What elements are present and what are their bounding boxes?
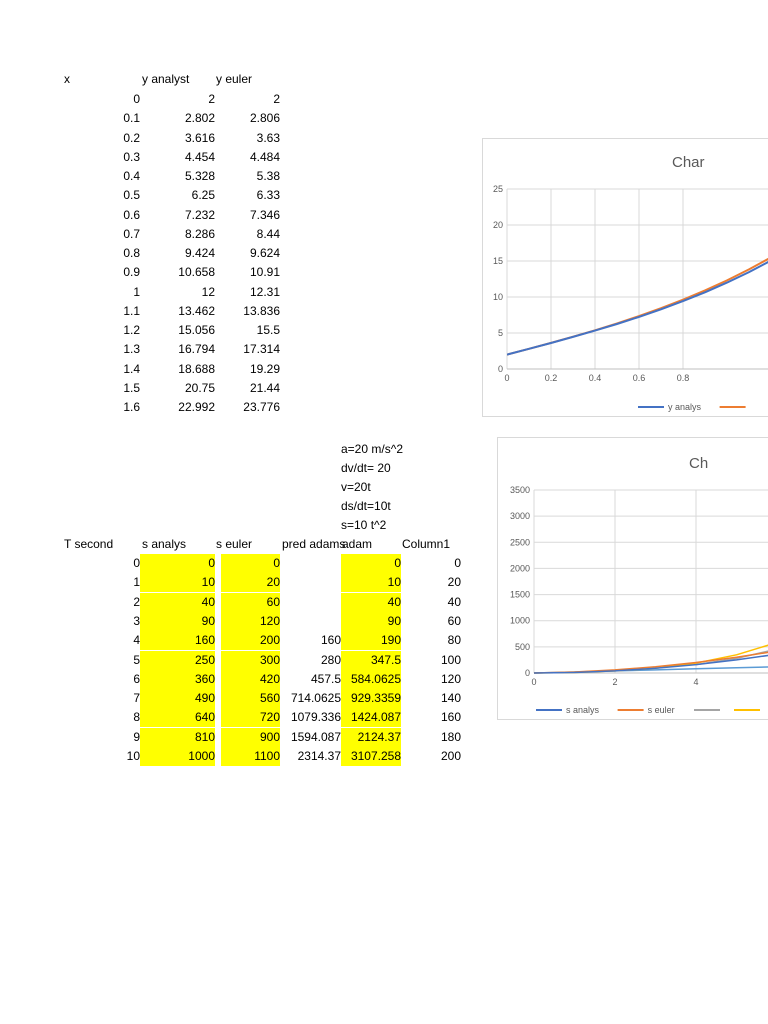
table1-cell[interactable]: 15.5: [256, 323, 280, 337]
table1-cell[interactable]: 6.33: [256, 188, 280, 203]
y-tick-label: 20: [492, 220, 503, 230]
table1-cell[interactable]: 10.91: [249, 265, 280, 280]
series-line: [534, 511, 768, 674]
table1-cell[interactable]: 1.2: [123, 323, 140, 337]
table2-cell[interactable]: 720: [221, 708, 280, 727]
table2-header[interactable]: s analys: [142, 537, 187, 551]
table1-cell[interactable]: 12.31: [249, 284, 280, 299]
table1-cell[interactable]: 1: [133, 284, 140, 299]
table2-cell[interactable]: 7: [133, 691, 140, 706]
table2-cell[interactable]: [280, 554, 341, 573]
table2-cell[interactable]: 200: [440, 749, 461, 763]
table1-cell[interactable]: 12: [201, 284, 215, 299]
legend-label: y analys: [668, 402, 702, 412]
table2-cell[interactable]: 1424.087: [341, 708, 401, 727]
x-tick-label: 0.6: [632, 373, 646, 383]
table2-cell[interactable]: [280, 612, 341, 631]
table1-cell[interactable]: 2.806: [249, 111, 280, 126]
table1-cell[interactable]: 18.688: [178, 361, 215, 376]
table1-cell[interactable]: 0.5: [123, 188, 140, 203]
table1-cell[interactable]: 0.8: [123, 246, 140, 260]
table2-cell[interactable]: 9: [133, 729, 140, 744]
table1-cell[interactable]: 0.1: [123, 111, 140, 126]
table1-cell[interactable]: 13.462: [178, 303, 215, 318]
table2-cell[interactable]: 2124.37: [341, 728, 401, 747]
table2-cell[interactable]: 0: [454, 556, 461, 570]
y-tick-label: 10: [492, 292, 503, 302]
table2-cell[interactable]: 0: [341, 554, 401, 573]
table1-cell[interactable]: 2.802: [184, 111, 215, 126]
table2-cell[interactable]: 360: [140, 670, 215, 689]
table2-cell[interactable]: 347.5: [341, 651, 401, 670]
table1-header[interactable]: y analyst: [142, 72, 190, 86]
table2-cell[interactable]: 4: [133, 633, 140, 648]
series-line: [507, 198, 768, 355]
table1-cell[interactable]: 9.424: [184, 246, 215, 260]
table2-cell[interactable]: 3: [133, 613, 140, 628]
table1-cell[interactable]: 0.4: [123, 169, 140, 183]
table2-cell[interactable]: 0: [140, 554, 215, 573]
table2-cell[interactable]: 20: [447, 575, 461, 590]
table1-cell[interactable]: 9.624: [249, 246, 280, 260]
series-line: [534, 616, 768, 674]
table1-cell[interactable]: 4.454: [184, 149, 215, 164]
table1-cell[interactable]: 0.7: [123, 226, 140, 241]
table1-cell[interactable]: 0.6: [123, 207, 140, 222]
table2-cell[interactable]: 140: [440, 691, 461, 706]
table2-cell[interactable]: 640: [140, 708, 215, 727]
table2-cell[interactable]: 120: [221, 612, 280, 631]
table2-cell[interactable]: 8: [133, 710, 140, 725]
table1-cell[interactable]: 7.232: [184, 207, 215, 222]
y-tick-label: 500: [514, 641, 530, 652]
table1-cell[interactable]: 15.056: [178, 323, 215, 337]
x-tick-label: 0: [504, 373, 510, 383]
table2-header[interactable]: pred adams: [282, 537, 346, 551]
table2-cell[interactable]: 160: [440, 710, 461, 725]
table2-header[interactable]: adam: [342, 537, 373, 551]
table2-cell[interactable]: 40: [341, 593, 401, 612]
x-tick-label: 4: [693, 677, 699, 687]
table2-cell[interactable]: 1: [133, 575, 140, 590]
table2-cell[interactable]: 1100: [221, 747, 280, 766]
table1-cell[interactable]: 23.776: [243, 400, 280, 414]
table2-cell[interactable]: 10: [140, 573, 215, 592]
table1-cell[interactable]: 6.25: [191, 188, 215, 203]
table2-cell[interactable]: 80: [447, 633, 461, 648]
table2-cell[interactable]: 180: [440, 729, 461, 744]
table1-cell[interactable]: 1.4: [123, 361, 140, 376]
table2-cell[interactable]: 810: [140, 728, 215, 747]
table1-cell[interactable]: 1.6: [123, 400, 140, 414]
legend-label: s euler: [647, 705, 675, 715]
table1-cell[interactable]: 1.3: [123, 342, 140, 357]
table1-cell[interactable]: 2: [273, 92, 280, 106]
x-tick-label: 0.8: [676, 373, 690, 383]
table2-cell[interactable]: 6: [133, 671, 140, 686]
table2-cell[interactable]: 250: [140, 651, 215, 670]
formula-note[interactable]: a=20 m/s^2: [341, 442, 403, 456]
table2-cell[interactable]: 120: [440, 671, 461, 686]
table1-cell[interactable]: 20.75: [184, 380, 215, 395]
table1-cell[interactable]: 1.5: [123, 380, 140, 395]
table1-cell[interactable]: 0.3: [123, 149, 140, 164]
table2-cell[interactable]: 20: [221, 573, 280, 592]
table1-cell[interactable]: 8.44: [256, 226, 280, 241]
table2-cell[interactable]: 60: [221, 593, 280, 612]
table1-cell[interactable]: 3.63: [256, 130, 280, 145]
table1-cell[interactable]: 16.794: [178, 342, 215, 357]
formula-note[interactable]: ds/dt=10t: [341, 499, 391, 513]
chart-title: Ch: [689, 455, 709, 472]
x-tick-label: 0.4: [588, 373, 602, 383]
table2-cell[interactable]: 3107.258: [341, 747, 401, 766]
table2-cell[interactable]: 929.3359: [341, 689, 401, 708]
x-tick-label: 0.2: [544, 373, 558, 383]
y-tick-label: 0: [524, 668, 530, 678]
table2-cell[interactable]: 1079.336: [290, 710, 341, 725]
table1-cell[interactable]: 22.992: [178, 400, 215, 414]
table1-cell[interactable]: 13.836: [243, 303, 280, 318]
chart-title: Char: [672, 154, 705, 171]
chart-1-svg: [483, 139, 768, 416]
table1-cell[interactable]: 2: [208, 92, 215, 106]
table1-cell[interactable]: 7.346: [249, 207, 280, 222]
table2-header[interactable]: Column1: [402, 537, 451, 551]
table2-cell[interactable]: 40: [447, 594, 461, 609]
y-tick-label: 2000: [509, 563, 530, 574]
table2-cell[interactable]: 160: [320, 633, 341, 648]
table2-cell[interactable]: 300: [221, 651, 280, 670]
table2-cell[interactable]: 160: [140, 631, 215, 650]
table2-header[interactable]: s euler: [216, 537, 253, 551]
table1-cell[interactable]: 1.1: [123, 303, 140, 318]
table1-header[interactable]: x: [64, 72, 70, 86]
table1-cell[interactable]: 5.328: [184, 169, 215, 183]
y-tick-label: 15: [492, 256, 503, 266]
table1-cell[interactable]: 17.314: [243, 342, 280, 357]
x-tick-label: 0: [531, 677, 537, 687]
table1-cell[interactable]: 5.38: [256, 169, 280, 183]
table2-cell[interactable]: 190: [341, 631, 401, 650]
y-tick-label: 3500: [509, 485, 530, 495]
chart-1[interactable]: [482, 138, 768, 417]
table1-cell[interactable]: 0.9: [123, 265, 140, 280]
y-tick-label: 1000: [509, 615, 530, 626]
y-tick-label: 25: [492, 184, 503, 194]
table2-cell[interactable]: 280: [320, 652, 341, 667]
table1-cell[interactable]: 19.29: [249, 361, 280, 376]
table1-cell[interactable]: 21.44: [249, 380, 280, 395]
table2-cell[interactable]: 10: [126, 749, 140, 763]
table2-cell[interactable]: 420: [221, 670, 280, 689]
table2-cell[interactable]: 1594.087: [290, 729, 341, 744]
table2-cell[interactable]: 90: [341, 612, 401, 631]
legend-label: s analys: [566, 705, 600, 715]
chart-2-svg: [498, 438, 768, 719]
formula-note[interactable]: dv/dt= 20: [341, 461, 391, 475]
table2-cell[interactable]: 1000: [140, 747, 215, 766]
table2-cell[interactable]: [280, 573, 341, 592]
table1-cell[interactable]: 0.2: [123, 130, 140, 145]
table2-cell[interactable]: 90: [140, 612, 215, 631]
table2-header[interactable]: T second: [64, 537, 114, 551]
formula-note[interactable]: v=20t: [341, 480, 371, 494]
table2-cell[interactable]: 2314.37: [297, 749, 341, 763]
table2-cell[interactable]: 560: [221, 689, 280, 708]
table1-cell[interactable]: 4.484: [249, 149, 280, 164]
table2-cell[interactable]: 60: [447, 613, 461, 628]
table2-cell[interactable]: 200: [221, 631, 280, 650]
table2-cell[interactable]: 490: [140, 689, 215, 708]
table2-cell[interactable]: 0: [221, 554, 280, 573]
table1-cell[interactable]: 10.658: [178, 265, 215, 280]
table2-cell[interactable]: 714.0625: [290, 691, 341, 706]
chart-2[interactable]: [497, 437, 768, 720]
table2-cell[interactable]: 584.0625: [341, 670, 401, 689]
table1-cell[interactable]: 0: [133, 92, 140, 106]
table2-cell[interactable]: 10: [341, 573, 401, 592]
y-tick-label: 5: [497, 328, 503, 338]
formula-note[interactable]: s=10 t^2: [341, 518, 387, 532]
y-tick-label: 3000: [509, 511, 530, 522]
y-tick-label: 1500: [509, 589, 530, 600]
y-tick-label: 0: [497, 364, 503, 374]
table2-cell[interactable]: 0: [133, 556, 140, 570]
table2-cell[interactable]: [280, 593, 341, 612]
table2-cell[interactable]: 40: [140, 593, 215, 612]
table1-header[interactable]: y euler: [216, 72, 253, 86]
x-tick-label: 2: [612, 677, 618, 687]
y-tick-label: 2500: [509, 537, 530, 548]
table1-cell[interactable]: 3.616: [184, 130, 215, 145]
table1-cell[interactable]: 8.286: [184, 226, 215, 241]
table2-cell[interactable]: 457.5: [310, 671, 341, 686]
table2-cell[interactable]: 5: [133, 652, 140, 667]
table2-cell[interactable]: 900: [221, 728, 280, 747]
table2-cell[interactable]: 100: [440, 652, 461, 667]
table2-cell[interactable]: 2: [133, 594, 140, 609]
